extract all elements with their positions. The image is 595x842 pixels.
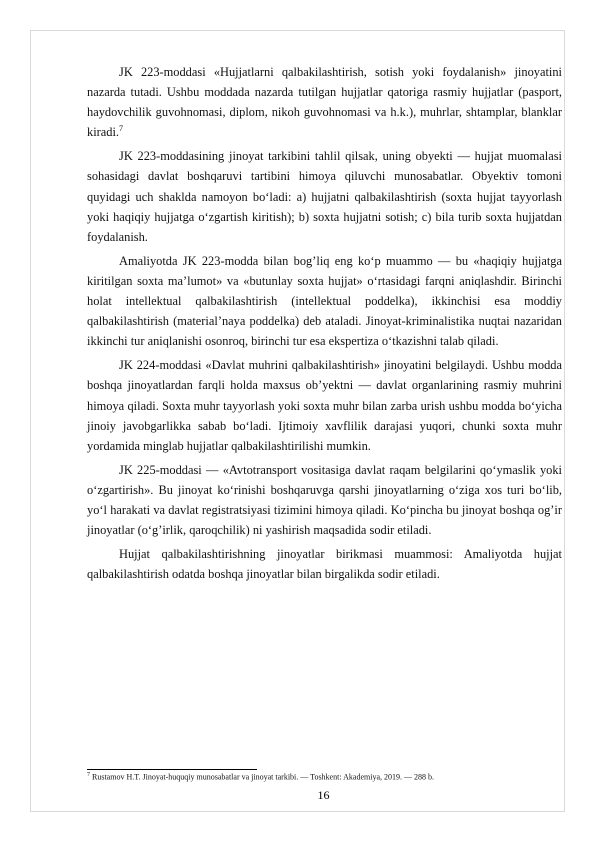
footnote-text: Rustamov H.T. Jinoyat-huquqiy munosabatlar va jinoyat tarkibi. — Toshkent: Akademiya, 2019. — 288 b. xyxy=(92,772,434,782)
footnote-reference: 7 xyxy=(119,124,123,134)
footnote xyxy=(87,770,562,783)
paragraph-6: Hujjat qalbakilashtirishning jinoyatlar birikmasi muammosi: Amaliyotda hujjat qalbakilashtirish odatda boshqa jinoyatlar bilan birgalikda sodir etiladi. xyxy=(87,547,562,582)
paragraph-3: Amaliyotda JK 223-modda bilan bog’liq eng ko‘p muammo — bu «haqiqiy hujjatga kiritilgan soxta ma’lumot» va «butunlay soxta hujjat» o‘rtasidagi farqni aniqlashdir. Birinchi holat intellektual qalbakilashtirish (intellektual poddelka), ikkinchisi esa moddiy qalbakilashtirish (material’naya poddelka) deb ataladi. Jinoyat-kriminalistika nuqtai nazaridan ikkinchi tur aniqlanishi osonroq, birinchi tur esa ekspertiza o‘tkazishni talab qiladi. xyxy=(87,253,562,349)
page-number: 16 xyxy=(317,788,330,802)
paragraph-1: JK 223-moddasi «Hujjatlarni qalbakilashtirish, sotish yoki foydalanish» jinoyatini nazarda tutadi. Ushbu moddada nazarda tutilgan hujjatlar qatoriga rasmiy hujjatlar (pasport, haydovchilik guvohnomasi, diplom, nikoh guvohnomasi va h.k.), muhrlar, shtamplar, blanklar kiradi.$^7$ xyxy=(87,65,562,140)
footnote-number: 7 xyxy=(87,772,90,778)
paragraph-5: JK 225-moddasi — «Avtotransport vositasiga davlat raqam belgilarini qo‘ymaslik yoki o‘zgartirish». Bu jinoyat ko‘rinishi boshqaruvga qarshi jinoyatlarning o‘ziga xos turi bo‘lib, yo‘l harakati va davlat registratsiyasi tizimini himoya qiladi. Ko‘pincha bu jinoyat boshqa og’ir jinoyatlar (o‘g’irlik, qaroqchilik) ni yashirish maqsadida sodir etiladi. xyxy=(87,462,562,538)
paragraph-2: JK 223-moddasining jinoyat tarkibini tahlil qilsak, uning obyekti — hujjat muomalasi sohasidagi davlat boshqaruvi tartibini himoya qiluvchi munosabatlar. Obyektiv tomoni quyidagi uch shaklda namoyon bo‘ladi: a) hujjatni qalbakilashtirish (soxta hujjat tayyorlash yoki haqiqiy hujjatga o‘zgartish kiritish); b) soxta hujjatni sotish; c) bila turib soxta hujjatdan foydalanish. xyxy=(87,149,562,244)
document-body xyxy=(87,62,562,588)
paragraph-4: JK 224-moddasi «Davlat muhrini qalbakilashtirish» jinoyatini belgilaydi. Ushbu modda boshqa jinoyatlardan farqli holda maxsus ob’yektni — davlat organlarining rasmiy muhrini himoya qiladi. Soxta muhr tayyorlash yoki soxta muhr bilan zarba urish ushbu modda bo‘yicha jinoiy javobgarlikka sabab bo‘ladi. Ijtimoiy xavflilik darajasi yuqori, chunki soxta muhr yordamida minglab hujjatlar qalbakilashtirilishi mumkin. xyxy=(87,358,562,453)
